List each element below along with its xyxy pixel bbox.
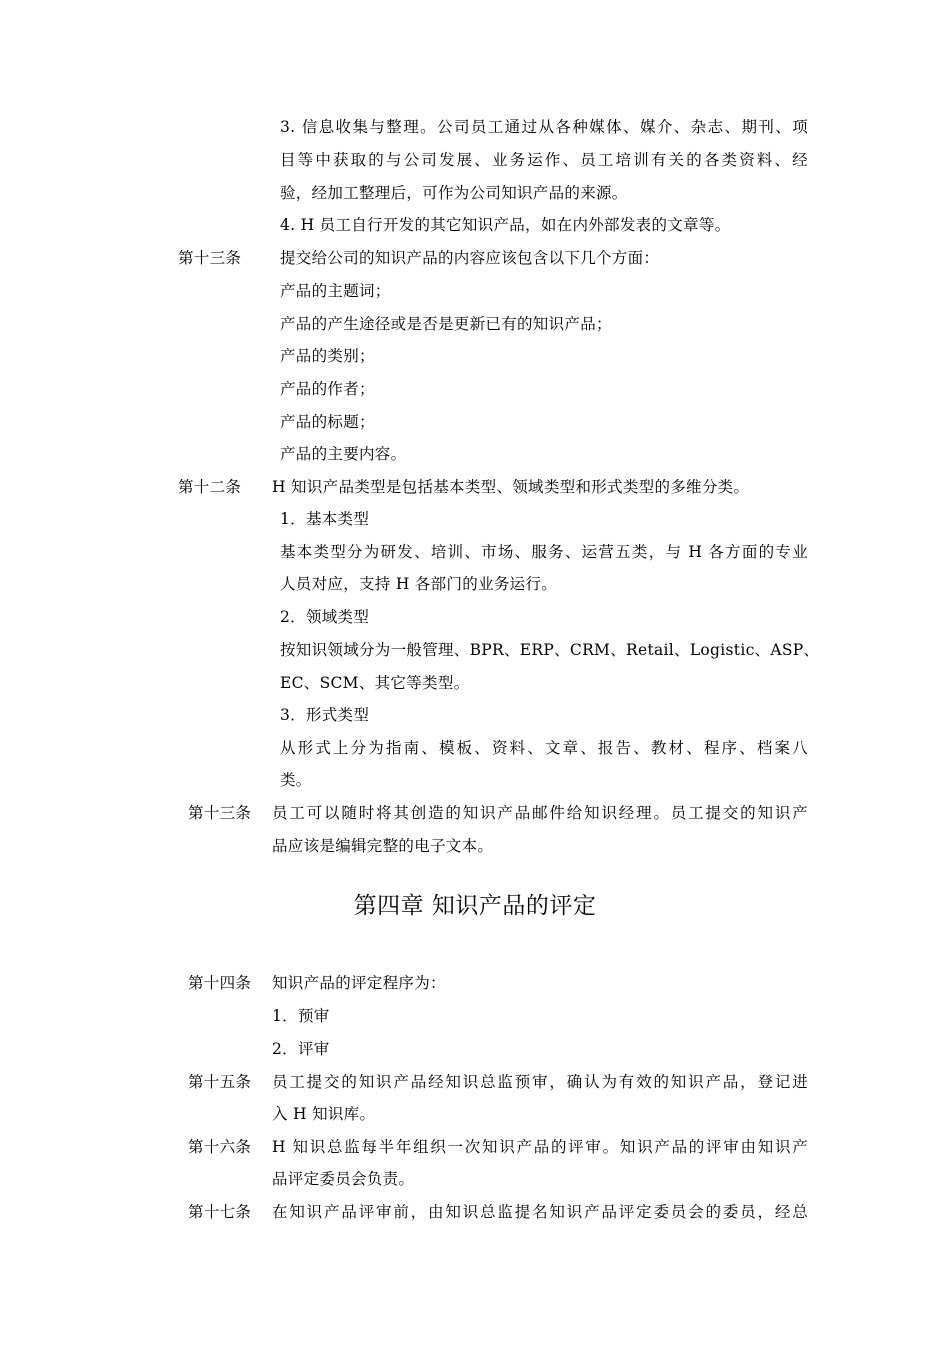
text-line: 品应该是编辑完整的电子文本。	[272, 837, 494, 855]
text-line: 2．领域类型	[280, 608, 370, 626]
text-line: 产品的标题；	[280, 413, 375, 431]
article-number: 第十七条	[188, 1203, 252, 1221]
text-line: 4. H 员工自行开发的其它知识产品，如在内外部发表的文章等。	[280, 216, 731, 234]
text-line: 3. 信息收集与整理。公司员工通过从各种媒体、媒介、杂志、期刊、项	[280, 118, 808, 136]
text-line: 人员对应，支持 H 各部门的业务运行。	[280, 575, 558, 593]
text-line: 基本类型分为研发、培训、市场、服务、运营五类，与 H 各方面的专业	[280, 543, 808, 561]
chapter-title: 第四章 知识产品的评定	[353, 893, 597, 919]
text-line: 类。	[280, 771, 312, 789]
text-line: 产品的主题词；	[280, 282, 391, 300]
text-line: 3．形式类型	[280, 706, 370, 724]
text-line: 从形式上分为指南、模板、资料、文章、报告、教材、程序、档案八	[280, 739, 808, 757]
text-line: 品评定委员会负责。	[272, 1170, 415, 1188]
text-line: 产品的主要内容。	[280, 445, 407, 463]
text-line: H 知识产品类型是包括基本类型、领域类型和形式类型的多维分类。	[272, 478, 750, 496]
text-line: 员工提交的知识产品经知识总监预审，确认为有效的知识产品，登记进	[272, 1073, 808, 1091]
text-line: 提交给公司的知识产品的内容应该包含以下几个方面：	[280, 249, 660, 267]
article-number: 第十五条	[188, 1073, 252, 1091]
text-line: 产品的作者；	[280, 380, 375, 398]
text-line: 在知识产品评审前，由知识总监提名知识产品评定委员会的委员，经总	[272, 1203, 808, 1221]
article-number: 第十四条	[188, 974, 252, 992]
text-line: 1．基本类型	[280, 510, 370, 528]
text-line: 入 H 知识库。	[272, 1105, 376, 1123]
article-number: 第十二条	[178, 478, 242, 496]
text-line: 产品的类别；	[280, 347, 375, 365]
text-line: EC、SCM、其它等类型。	[280, 674, 470, 692]
text-line: 知识产品的评定程序为：	[272, 974, 446, 992]
article-number: 第十六条	[188, 1138, 252, 1156]
text-line: 产品的产生途径或是否是更新已有的知识产品；	[280, 315, 612, 333]
text-line: H 知识总监每半年组织一次知识产品的评审。知识产品的评审由知识产	[272, 1138, 808, 1156]
article-number: 第十三条	[188, 804, 252, 822]
text-line: 目等中获取的与公司发展、业务运作、员工培训有关的各类资料、经	[280, 151, 808, 169]
text-line: 验，经加工整理后，可作为公司知识产品的来源。	[280, 184, 628, 202]
text-line: 按知识领域分为一般管理、BPR、ERP、CRM、Retail、Logistic、ASP、	[280, 641, 820, 659]
text-line: 员工可以随时将其创造的知识产品邮件给知识经理。员工提交的知识产	[272, 804, 808, 822]
text-line: 1．预审	[272, 1007, 330, 1025]
text-line: 2．评审	[272, 1040, 330, 1058]
article-number: 第十三条	[178, 249, 242, 267]
